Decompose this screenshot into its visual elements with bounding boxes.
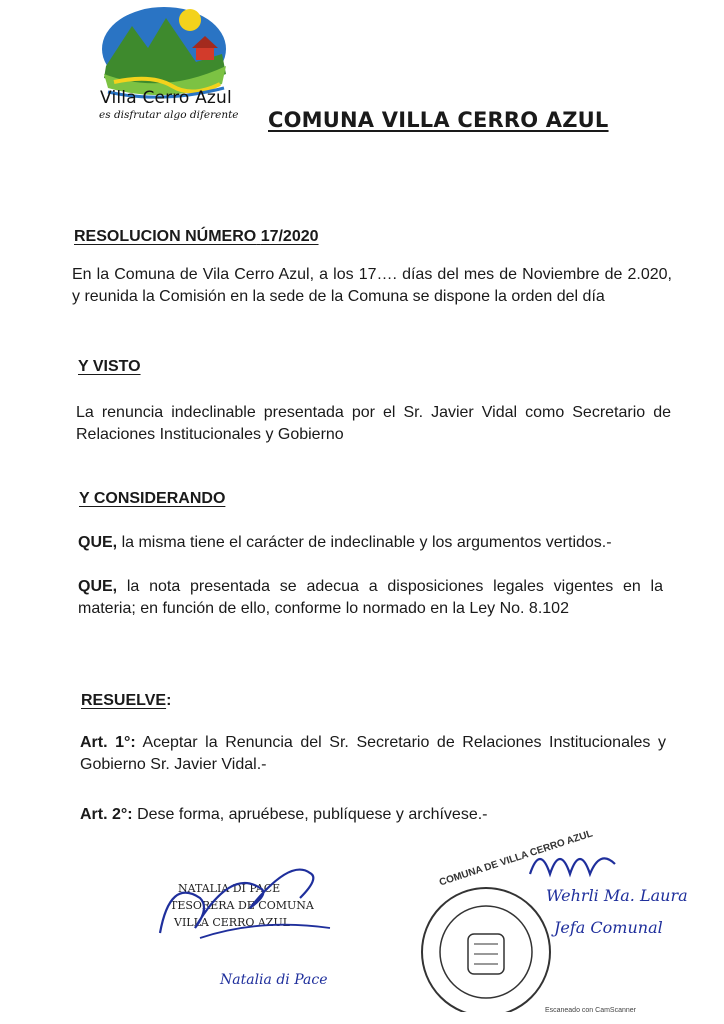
resolution-intro: En la Comuna de Vila Cerro Azul, a los 17…. días del mes de Noviembre de 2.020, y reunida la Comisión en la sede de la Comuna se dispone la orden del día — [72, 266, 672, 305]
resolution-label: RESOLUCION NÚMERO — [74, 228, 257, 245]
chief-name-handwriting: Wehrli Ma. Laura — [546, 886, 688, 905]
seal-text: COMUNA DE VILLA CERRO AZUL — [438, 828, 595, 889]
visto-text: La renuncia indeclinable presentada por el Sr. Javier Vidal como Secretario de Relaciones Institucionales y Gobierno — [76, 404, 671, 443]
brand-tagline: es disfrutar algo diferente — [99, 109, 239, 121]
visto-heading: Y VISTO — [78, 358, 141, 375]
article-1 — [80, 732, 666, 776]
treasurer-signature — [140, 838, 340, 958]
article-lead: Art. 2°: — [80, 806, 133, 823]
considerando-text: la nota presentada se adecua a disposiciones legales vigentes en la materia; en función de ello, conforme lo normado en la Ley No. 8.102 — [78, 578, 663, 617]
resuelve-colon: : — [166, 692, 172, 709]
considerando-lead: QUE, — [78, 534, 118, 551]
considerando-heading: Y CONSIDERANDO — [79, 490, 226, 507]
resuelve-heading — [81, 692, 171, 710]
chief-title-handwriting: Jefa Comunal — [554, 918, 663, 937]
village-logo — [92, 4, 242, 154]
stamp-line: TESORERA DE COMUNA — [170, 899, 314, 912]
considerando-text: la misma tiene el carácter de indeclinable y los argumentos vertidos.- — [117, 534, 612, 551]
resolution-number: 17/2020 — [260, 228, 319, 245]
considerando-item — [78, 576, 663, 620]
article-text: Aceptar la Renuncia del Sr. Secretario de Relaciones Institucionales y Gobierno Sr. Javier Vidal.- — [80, 734, 667, 773]
article-text: Dese forma, apruébese, publíquese y archívese.- — [132, 806, 488, 823]
considerando-item — [78, 532, 663, 554]
stamp-line: NATALIA DI PACE — [178, 882, 281, 895]
resuelve-label: RESUELVE — [81, 692, 167, 709]
brand-name: Villa Cerro Azul — [100, 88, 232, 108]
resolution-heading — [74, 228, 319, 246]
treasurer-handwriting: Natalia di Pace — [220, 972, 328, 988]
article-lead: Art. 1°: — [80, 734, 136, 751]
document-header-title: COMUNA VILLA CERRO AZUL — [268, 108, 609, 132]
stamp-line: VILLA CERRO AZUL — [174, 916, 291, 929]
scanner-footer: Escaneado con CamScanner — [544, 1007, 636, 1014]
considerando-lead: QUE, — [78, 578, 118, 595]
article-2 — [80, 804, 666, 826]
